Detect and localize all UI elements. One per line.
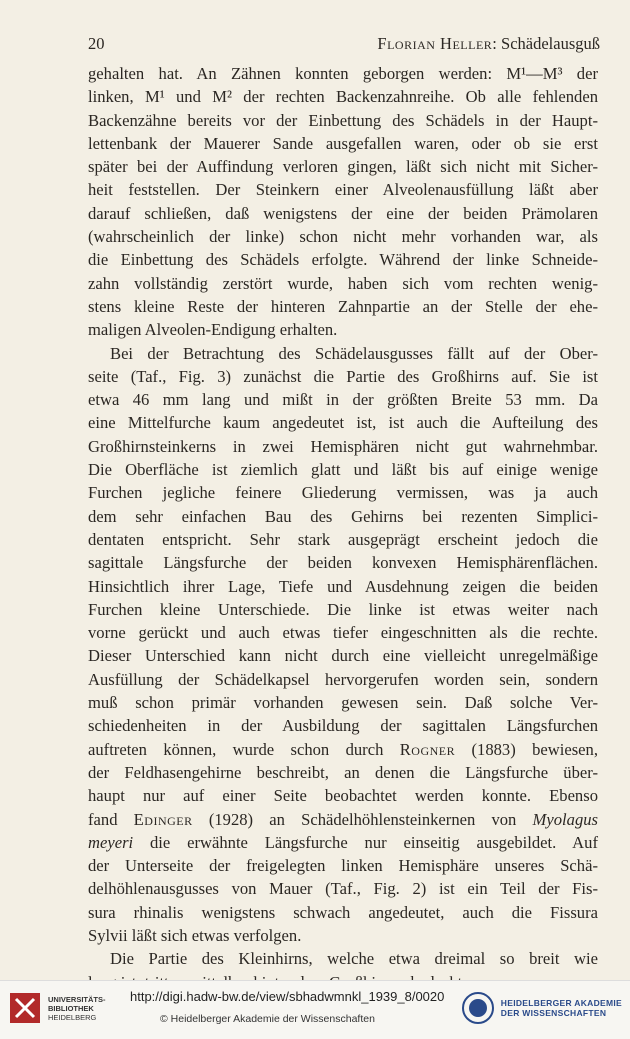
- academy-logo[interactable]: [461, 991, 622, 1025]
- text-line: Hinsichtlich ihrer Lage, Tiefe und Ausdehnung zeigen die beiden: [88, 576, 598, 596]
- text-line: sagittale Längsfurche der beiden konvexen Hemisphärenflächen.: [88, 553, 598, 573]
- text-line: meyeri die erwähnte Längsfurche nur einseitig ausgebildet. Auf: [88, 832, 598, 852]
- library-logo[interactable]: [8, 991, 106, 1025]
- permalink-url[interactable]: http://digi.hadw-bw.de/view/sbhadwmnkl_1939_8/0020: [130, 989, 445, 1004]
- text-line: muß schon primär vorhanden gewesen sein. Daß solche Ver-: [88, 693, 598, 713]
- text-line: schiedenheiten in der Ausbildung der sagittalen Längsfurchen: [88, 716, 598, 736]
- body-text: [88, 62, 598, 994]
- text-line: der Unterseite der freigelegten linken Hemisphäre unseres Schä-: [88, 856, 598, 876]
- text-line: Die Oberfläche ist ziemlich glatt und läßt bis auf einige wenige: [88, 460, 598, 480]
- text-line: heit feststellen. Der Steinkern einer Alveolenausfüllung läßt aber: [88, 180, 598, 200]
- text-line: (wahrscheinlich der linke) schon nicht mehr vorhanden war, als: [88, 227, 598, 247]
- text-line: eine Mittelfurche kaum angedeutet ist, ist auch die Aufteilung des: [88, 413, 598, 433]
- text-line: Sylvii läßt sich etwas verfolgen.: [88, 925, 302, 945]
- text-line: dentaten entspricht. Sehr stark ausgeprägt erscheint jedoch die: [88, 529, 598, 549]
- academy-seal-icon: [461, 991, 495, 1025]
- text-line: stens kleine Reste der hinteren Zahnpartie an der Stelle der ehe-: [88, 296, 598, 316]
- text-line: Dieser Unterschied kann nicht durch eine vielleicht unregelmäßige: [88, 646, 598, 666]
- text-line: gehalten hat. An Zähnen konnten geborgen werden: M¹—M³ der: [88, 64, 598, 83]
- running-title-author: Florian Heller: [377, 34, 493, 53]
- running-header: [88, 34, 600, 54]
- text-line: maligen Alveolen-Endigung erhalten.: [88, 320, 338, 340]
- text-line: haupt nur auf einer Seite beobachtet werden konnte. Ebenso: [88, 786, 598, 806]
- library-seal-icon: [8, 991, 42, 1025]
- text-line: seite (Taf., Fig. 3) zunächst die Partie des Großhirns auf. Sie ist: [88, 366, 598, 386]
- text-line: der Feldhasengehirne beschreibt, an denen die Längsfurche über-: [88, 762, 598, 782]
- running-title-topic: Schädelausguß: [501, 34, 600, 53]
- text-line: die Einbettung des Schädels erfolgte. Während der linke Schneide-: [88, 250, 598, 270]
- library-name: UNIVERSITÄTS- BIBLIOTHEK HEIDELBERG: [48, 994, 106, 1022]
- text-line: zahn vollständig zerstört wurde, haben sich vom rechten wenig-: [88, 273, 598, 293]
- text-line: Ausfüllung der Schädelkapsel hervorgerufen worden sein, sondern: [88, 669, 598, 689]
- copyright-notice: © Heidelberger Akademie der Wissenschaften: [160, 1013, 375, 1025]
- text-line: Furchen jegliche feinere Gliederung vermissen, was ja auch: [88, 483, 598, 503]
- text-line: sura rhinalis wenigstens schwach angedeutet, auch die Fissura: [88, 902, 598, 922]
- text-line: etwa 46 mm lang und mißt in der größten Breite 53 mm. Da: [88, 390, 598, 410]
- text-line: darauf schließen, daß wenigstens der eine der beiden Prämolaren: [88, 203, 598, 223]
- academy-name: HEIDELBERGER AKADEMIE DER WISSENSCHAFTEN: [500, 998, 622, 1018]
- footer-bar: [0, 980, 630, 1039]
- text-line: später bei der Auffindung verloren gingen, läßt sich nicht mit Sicher-: [88, 157, 598, 177]
- text-line: Backenzähne bereits vor der Einbettung des Schädels in der Haupt-: [88, 110, 598, 130]
- text-line: Großhirnsteinkerns in zwei Hemisphären nicht gut wahrnehmbar.: [88, 436, 598, 456]
- text-line: Bei der Betrachtung des Schädelausgusses fällt auf der Ober-: [110, 343, 598, 363]
- text-line: dem sehr einfachen Bau des Gehirns bei rezenten Simplici-: [88, 506, 598, 526]
- text-line: Die Partie des Kleinhirns, welche etwa dreimal so breit wie: [110, 949, 598, 969]
- text-line: fand Edinger (1928) an Schädelhöhlensteinkernen von Myolagus: [88, 809, 598, 829]
- page-number: 20: [88, 34, 105, 53]
- running-title: Florian Heller: Schädelausguß: [377, 34, 600, 53]
- text-line: linken, M¹ und M² der rechten Backenzahnreihe. Ob alle fehlenden: [88, 87, 598, 107]
- text-line: delhöhlenausgusses von Mauer (Taf., Fig. 2) ist ein Teil der Fis-: [88, 879, 598, 899]
- text-line: Furchen kleine Unterschiede. Die linke ist etwas weiter nach: [88, 599, 598, 619]
- text-line: vorne gerückt und auch etwas tiefer eingeschnitten als die rechte.: [88, 623, 598, 643]
- text-line: auftreten können, wurde schon durch Rogner (1883) bewiesen,: [88, 739, 598, 759]
- text-line: lettenbank der Mauerer Sande ausgefallen waren, oder ob sie erst: [88, 133, 598, 153]
